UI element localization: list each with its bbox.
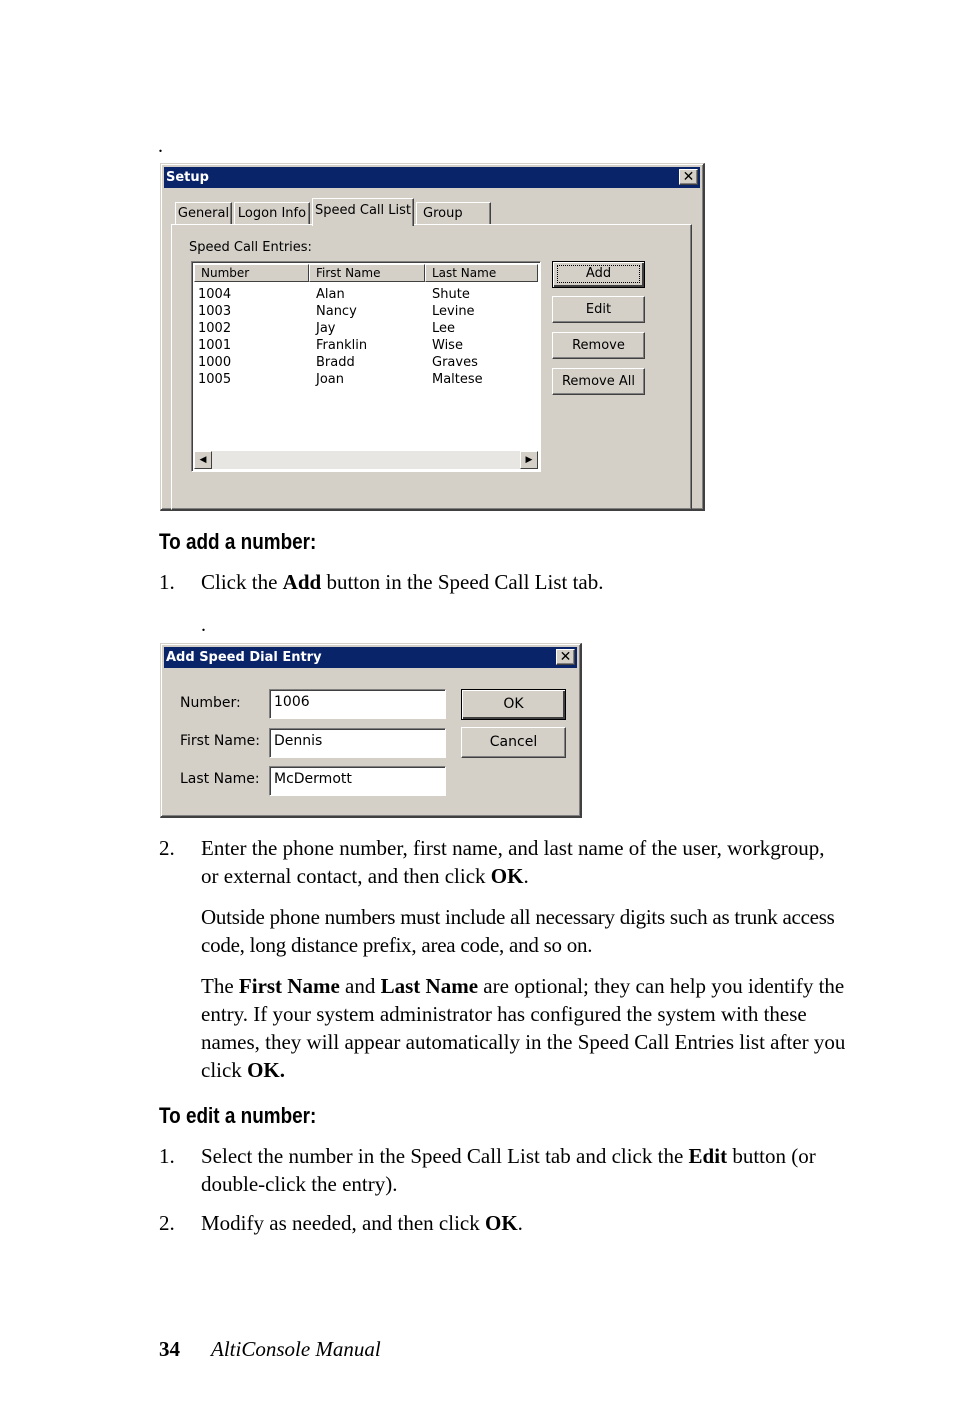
bold-run: Add [282,570,322,594]
remove-all-button[interactable]: Remove All [552,368,645,395]
column-header-first-name[interactable]: First Name [309,264,425,282]
add-dialog-titlebar [164,647,577,668]
cell-number: 1001 [198,338,232,353]
cell-last-name: Graves [432,355,478,370]
last-name-field[interactable]: McDermott [269,766,446,796]
tab-speed-call-list[interactable]: Speed Call List [312,198,414,226]
cell-number: 1002 [198,321,232,336]
remove-button[interactable]: Remove [552,332,645,359]
bold-run: Last Name [380,974,479,998]
tab-general[interactable]: General [175,202,232,224]
cell-number: 1005 [198,372,232,387]
ok-button[interactable]: OK [461,689,566,720]
cell-first-name: Nancy [316,304,357,319]
bold-run: OK. [247,1058,285,1082]
step-add-click [201,568,847,596]
heading-add-number: To add a number: [159,529,317,554]
step-number: 1. [159,1144,175,1168]
page-number: 34 [159,1337,180,1361]
number-label: Number: [180,695,241,711]
text-run: . [517,1211,523,1235]
text-run: Modify as needed, and then click [201,1211,485,1235]
speed-call-list[interactable] [191,261,541,472]
bold-run: First Name [238,974,340,998]
horizontal-scrollbar[interactable] [194,451,538,469]
bold-run: OK [485,1211,518,1235]
stray-dot-middle: . [201,614,206,636]
cell-number: 1003 [198,304,232,319]
first-name-label: First Name: [180,733,260,749]
cell-last-name: Wise [432,338,463,353]
text-run: button (or double-click the entry). [201,1144,816,1196]
text-run: button in the Speed Call List tab. [321,570,604,594]
cell-first-name: Joan [316,372,344,387]
step-enter-details [201,834,847,890]
cell-number: 1004 [198,287,232,302]
optional-names-note [201,972,847,1084]
text-run: and [339,974,381,998]
step-number: 2. [159,1211,175,1235]
cell-last-name: Shute [432,287,470,302]
cell-last-name: Lee [432,321,456,336]
first-name-field[interactable]: Dennis [269,728,446,758]
tab-group[interactable]: Group [416,202,491,224]
close-icon[interactable]: ✕ [556,649,575,665]
step-number: 1. [159,570,175,594]
outside-numbers-note: Outside phone numbers must include all necessary digits such as trunk access code, long distance prefix, area code, and so on. [201,905,835,957]
text-run: are optional; they can help you identify the entry. If your system administrator has configured the system with these names, they will appear automatically in the Speed Call Entries list after you click [201,974,846,1082]
setup-dialog [160,163,705,511]
cell-first-name: Jay [316,321,336,336]
text-run: Select the number in the Speed Call List tab and click the [201,1144,689,1168]
text-run: The [201,974,239,998]
cell-first-name: Alan [316,287,345,302]
cell-number: 1000 [198,355,232,370]
bold-run: OK [490,864,524,888]
cancel-button[interactable]: Cancel [461,727,566,758]
stray-dot-top: . [158,135,163,157]
cell-first-name: Bradd [316,355,355,370]
add-button-label: Add [585,266,612,281]
bold-run: Edit [688,1144,728,1168]
cell-last-name: Levine [432,304,475,319]
step-select-edit [201,1142,847,1198]
cell-last-name: Maltese [432,372,483,387]
close-icon[interactable]: ✕ [679,169,698,185]
setup-titlebar [164,167,700,188]
column-header-number[interactable]: Number [194,264,309,282]
setup-title: Setup [166,170,209,185]
scroll-left-icon[interactable]: ◀ [194,451,212,469]
step-modify [201,1209,847,1237]
add-button[interactable] [552,261,645,288]
column-header-last-name[interactable]: Last Name [425,264,538,282]
focus-ring [557,265,640,283]
manual-title: AltiConsole Manual [211,1337,381,1361]
text-run: . [523,864,529,888]
add-dialog-title: Add Speed Dial Entry [166,650,322,665]
speed-call-entries-label: Speed Call Entries: [189,240,312,255]
last-name-label: Last Name: [180,771,260,787]
tab-logon-info[interactable]: Logon Info [234,202,310,224]
number-field[interactable]: 1006 [269,689,446,719]
edit-button[interactable]: Edit [552,296,645,323]
cell-first-name: Franklin [316,338,368,353]
add-speed-dial-dialog [160,643,582,818]
scroll-right-icon[interactable]: ▶ [520,451,538,469]
step-number: 2. [159,836,175,860]
text-run: Enter the phone number, first name, and last name of the user, workgroup, or external contact, and then click [201,836,825,888]
text-run: Click the [201,570,283,594]
heading-edit-number: To edit a number: [159,1103,317,1128]
